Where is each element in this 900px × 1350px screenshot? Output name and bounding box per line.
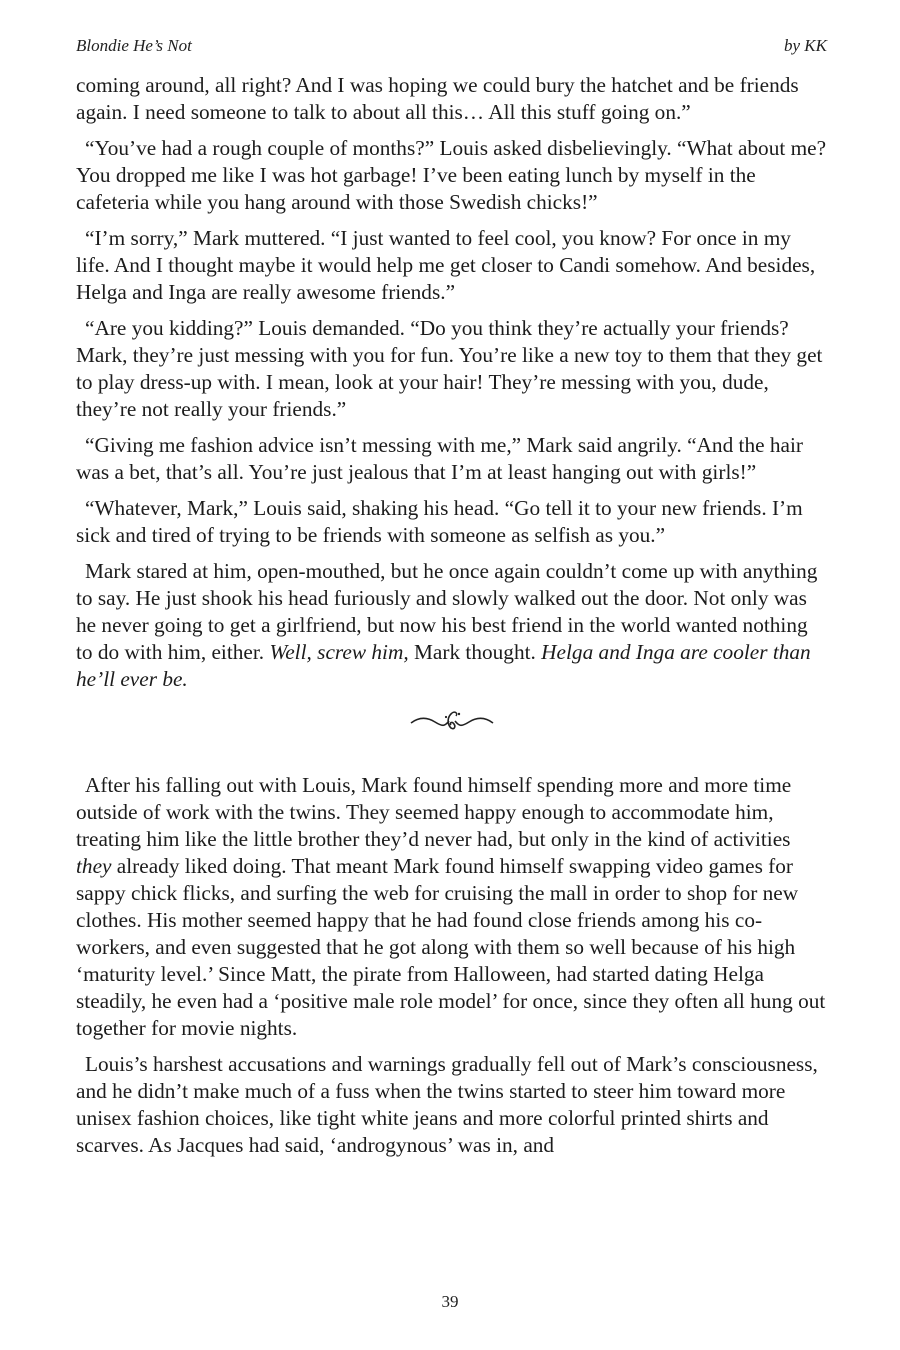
paragraph: “Whatever, Mark,” Louis said, shaking his head. “Go tell it to your new friends. I’m sick and tired of trying to be friends with someone as selfish as you.” — [76, 496, 803, 547]
flourish-icon — [409, 708, 495, 736]
paragraph-text: Mark stared at him, open-mouthed, but he once again couldn’t come up with anything to say. He just shook his head furiously and slowly walked out the door. Not only was he never going to get a girlfriend, but now his best friend in the world wanted nothing to do with him, either. — [76, 559, 818, 664]
paragraph: “Giving me fashion advice isn’t messing with me,” Mark said angrily. “And the hair was a bet, that’s all. You’re just jealous that I’m at least hanging out with girls!” — [76, 433, 804, 484]
page-body — [76, 72, 827, 1168]
italic-thought: Helga and Inga are cooler than he’ll ever be. — [76, 640, 811, 691]
italic-thought: Well, screw him, — [269, 640, 409, 664]
paragraph: “You’ve had a rough couple of months?” Louis asked disbelievingly. “What about me? You dropped me like I was hot garbage! I’ve been eating lunch by myself in the cafeteria while you hang around with those Swedish chicks!” — [76, 136, 827, 214]
paragraph-text: already liked doing. That meant Mark found himself swapping video games for sappy chick flicks, and surfing the web for cruising the mall in order to shop for new clothes. His mother seemed happy that he had found close friends among his co-workers, and even suggested that he got along with them so well because of his high ‘maturity level.’ Since Matt, the pirate from Halloween, had started dating Helga steadily, he even had a ‘positive male role model’ for once, since they often all hung out together for movie nights. — [76, 854, 826, 1040]
paragraph — [76, 558, 827, 693]
paragraph: coming around, all right? And I was hoping we could bury the hatchet and be friends again. I need someone to talk to about all this… All this stuff going on.” — [76, 73, 799, 124]
paragraph: Louis’s harshest accusations and warnings gradually fell out of Mark’s consciousness, and he didn’t make much of a fuss when the twins started to steer him toward more unisex fashion choices, like tight white jeans and more colorful printed shirts and scarves. As Jacques had said, ‘androgynous’ was in, and — [76, 1052, 818, 1157]
paragraph-text: Mark thought. — [408, 640, 542, 664]
running-header — [76, 36, 827, 56]
paragraph-text: After his falling out with Louis, Mark found himself spending more and more time outside of work with the twins. They seemed happy enough to accommodate him, treating him like the little brother they’d never had, but only in the kind of activities — [76, 773, 792, 851]
italic-emphasis: they — [76, 854, 112, 878]
book-title: Blondie He’s Not — [76, 36, 192, 55]
paragraph: “I’m sorry,” Mark muttered. “I just wanted to feel cool, you know? For once in my life. And I thought maybe it would help me get closer to Candi somehow. And besides, Helga and Inga are really awesome friends.” — [76, 226, 816, 304]
section-break-ornament — [76, 702, 827, 772]
author-name: by KK — [784, 36, 827, 55]
page-number: 39 — [441, 1292, 459, 1311]
paragraph — [76, 772, 827, 1042]
paragraph: “Are you kidding?” Louis demanded. “Do you think they’re actually your friends? Mark, they’re just messing with you for fun. You’re like a new toy to them that they get to play dress-up with. I mean, look at your hair! They’re messing with you, dude, they’re not really your friends.” — [76, 316, 823, 421]
